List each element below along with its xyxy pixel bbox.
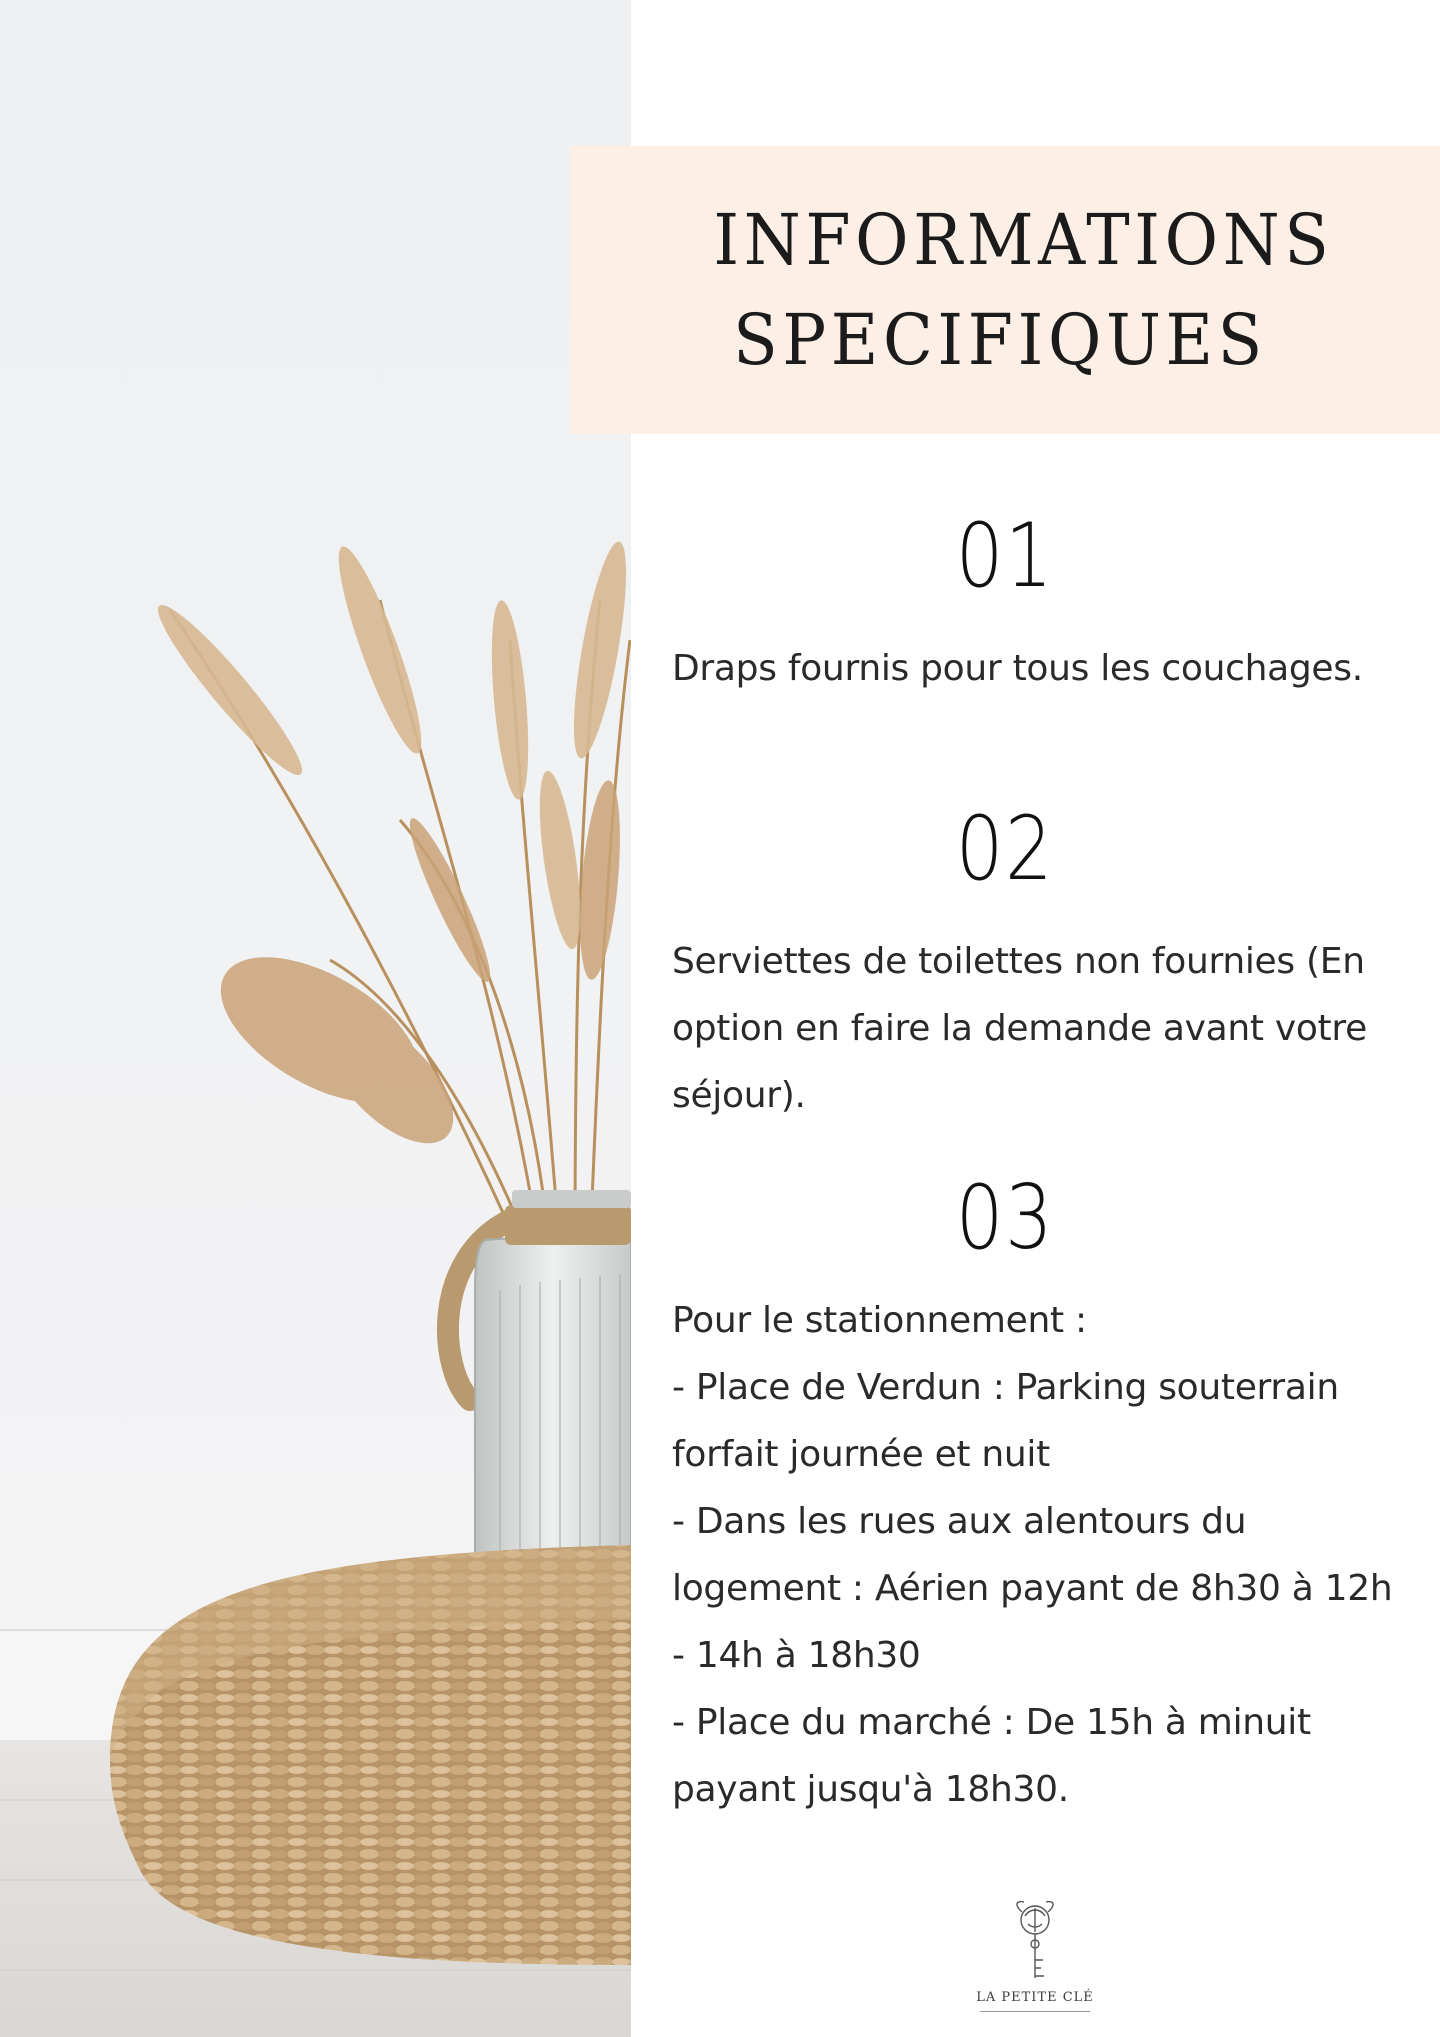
- brand-name: LA PETITE CLÉ: [976, 1990, 1094, 2005]
- brand-underline: [980, 2011, 1090, 2014]
- item-number-01: 01: [955, 504, 1055, 607]
- item-number-03: 03: [955, 1166, 1055, 1269]
- page-title-line-2: SPECIFIQUES: [733, 299, 1267, 381]
- title-banner: [570, 146, 1440, 434]
- decor-photo: [0, 0, 631, 2037]
- key-rose-icon: [970, 1898, 1100, 1988]
- brand-logo: [970, 1898, 1100, 2018]
- item-text-02: Serviettes de toilettes non fournies (En option en faire la demande avant votre séjour).: [672, 941, 1367, 1116]
- item-text-01: Draps fournis pour tous les couchages.: [672, 648, 1363, 689]
- page-title-line-1: INFORMATIONS: [712, 199, 1334, 281]
- pampas-vase-illustration: [0, 0, 631, 2037]
- item-number-02: 02: [955, 797, 1055, 900]
- item-text-03: Pour le stationnement : - Place de Verdun : Parking souterrain forfait journée et nuit - Dans les rues aux alentours du logement : Aérien payant de 8h30 à 12h - 14h à 18h30 - Place du marché : De 15h à minuit payant jusqu'à 18h30.: [672, 1300, 1393, 1810]
